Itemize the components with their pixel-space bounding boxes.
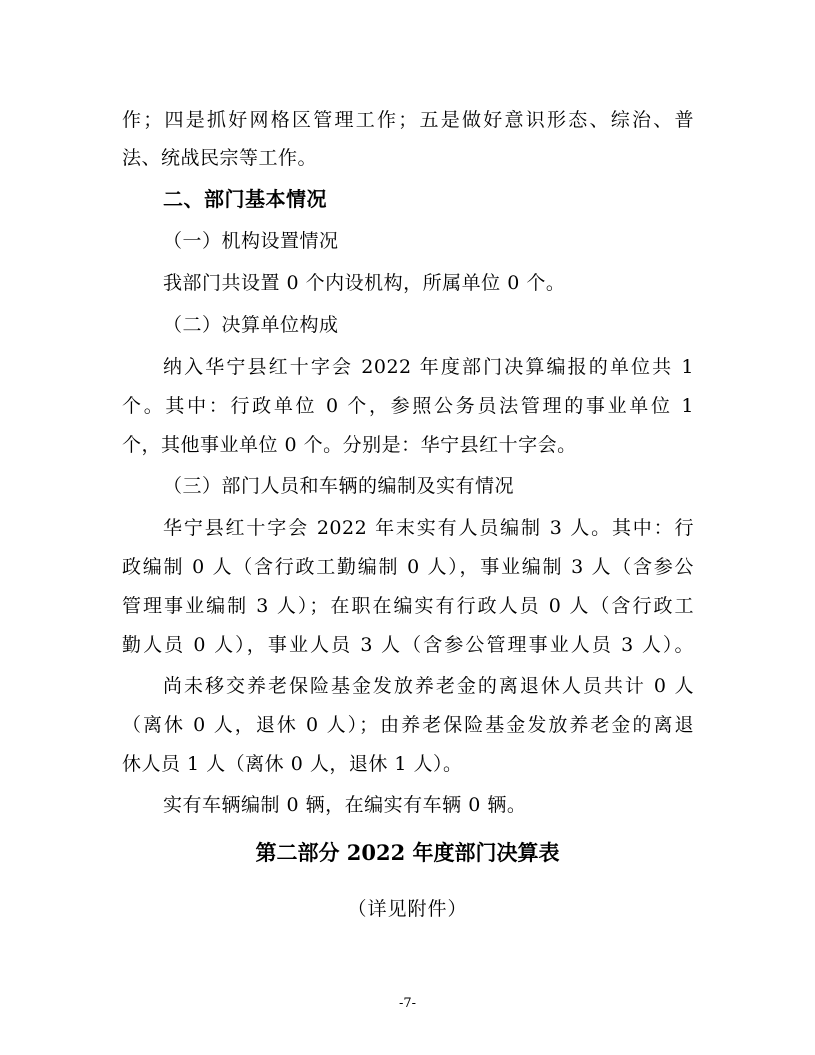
subsection-heading: （二）决算单位构成 — [163, 314, 339, 336]
body-line: 管理事业编制 3 人）；在职在编实有行政人员 0 人（含行政工 — [122, 595, 694, 617]
body-line: 勤人员 0 人），事业人员 3 人（含参公管理事业人员 3 人）。 — [122, 634, 694, 656]
body-line: 我部门共设置 0 个内设机构，所属单位 0 个。 — [163, 272, 566, 294]
part-title: 第二部分 2022 年度部门决算表 — [255, 840, 560, 865]
subsection-heading: （三）部门人员和车辆的编制及实有情况 — [163, 475, 515, 497]
body-line: 个，其他事业单位 0 个。分别是：华宁县红十字会。 — [122, 434, 577, 456]
body-line: 实有车辆编制 0 辆，在编实有车辆 0 辆。 — [163, 794, 527, 816]
body-line: 华宁县红十字会 2022 年末实有人员编制 3 人。其中：行 — [163, 517, 694, 539]
body-line: 尚未移交养老保险基金发放养老金的离退休人员共计 0 人 — [163, 675, 694, 697]
body-line: 纳入华宁县红十字会 2022 年度部门决算编报的单位共 1 — [163, 356, 694, 378]
body-line: 政编制 0 人（含行政工勤编制 0 人），事业编制 3 人（含参公 — [122, 556, 694, 578]
body-line: 个。其中：行政单位 0 个，参照公务员法管理的事业单位 1 — [122, 395, 694, 417]
section-heading: 二、部门基本情况 — [163, 187, 327, 211]
subsection-heading: （一）机构设置情况 — [163, 230, 339, 252]
body-line: 法、统战民宗等工作。 — [122, 147, 318, 169]
body-line: （离休 0 人，退休 0 人）；由养老保险基金发放养老金的离退 — [122, 714, 694, 736]
body-line: 休人员 1 人（离休 0 人，退休 1 人）。 — [122, 753, 463, 775]
body-line: 作；四是抓好网格区管理工作；五是做好意识形态、综治、普 — [122, 109, 694, 131]
attachment-note: （详见附件） — [347, 898, 468, 920]
page-number: -7- — [398, 996, 417, 1011]
